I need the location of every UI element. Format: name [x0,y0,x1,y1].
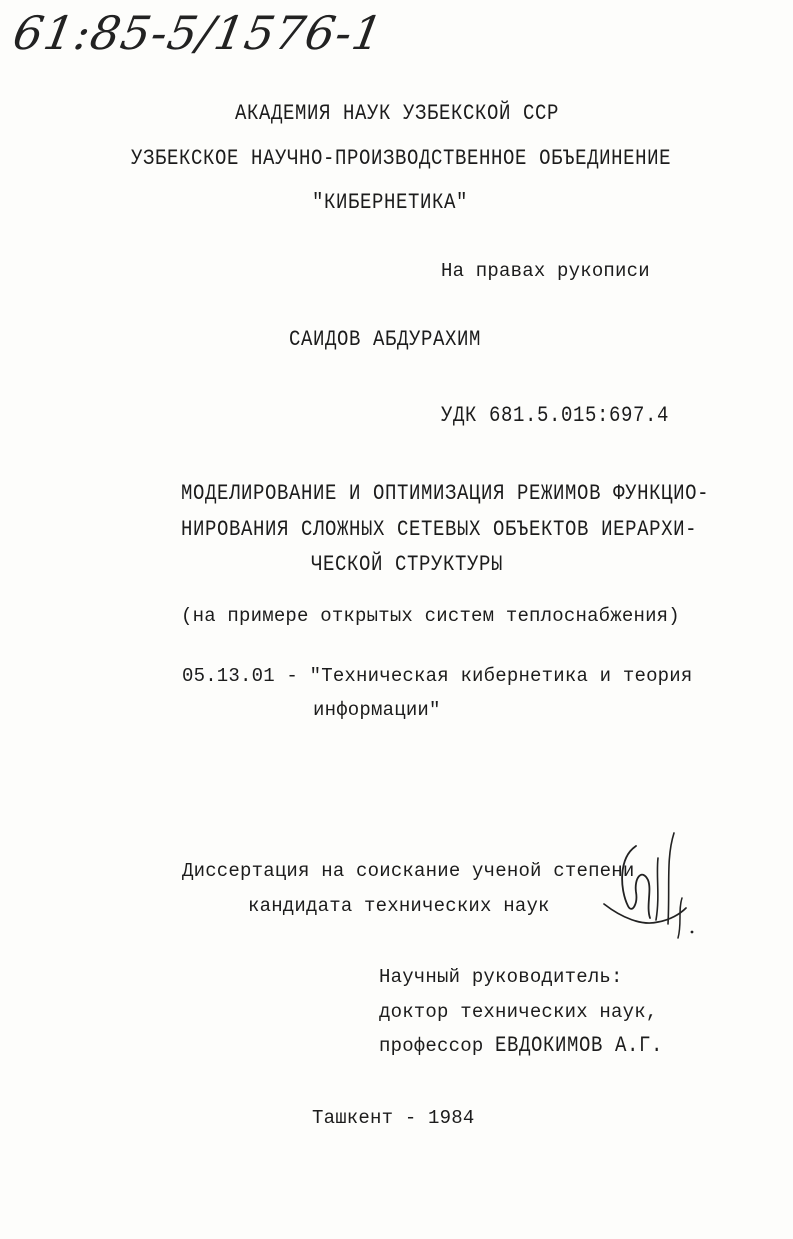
title-line-3: ЧЕСКОЙ СТРУКТУРЫ [311,551,504,577]
specialty-line-2: информации" [313,699,441,721]
dissertation-line-1: Диссертация на соискание ученой степени [182,860,635,882]
archive-number-handwritten: 61:85-5/1576-1 [9,6,388,60]
udc-code: УДК 681.5.015:697.4 [441,402,670,428]
organization-name: "КИБЕРНЕТИКА" [312,189,469,215]
dissertation-line-2: кандидата технических наук [248,895,550,917]
manuscript-rights: На правах рукописи [441,260,650,282]
title-line-2: НИРОВАНИЯ СЛОЖНЫХ СЕТЕВЫХ ОБЪЕКТОВ ИЕРАРХИ- [181,516,698,542]
subtitle: (на примере открытых систем теплоснабжения) [181,605,680,627]
specialty-line-1: 05.13.01 - "Техническая кибернетика и теория [182,665,693,687]
supervisor-label: Научный руководитель: [379,966,623,988]
handwritten-signature [598,828,698,943]
academy-heading: АКАДЕМИЯ НАУК УЗБЕКСКОЙ ССР [235,100,560,126]
author-name: САИДОВ АБДУРАХИМ [289,326,482,352]
association-heading: УЗБЕКСКОЕ НАУЧНО-ПРОИЗВОДСТВЕННОЕ ОБЪЕДИНЕНИЕ [131,145,672,171]
title-line-1: МОДЕЛИРОВАНИЕ И ОПТИМИЗАЦИЯ РЕЖИМОВ ФУНКЦИО- [181,480,710,506]
supervisor-degree: доктор технических наук, [379,1001,658,1023]
city-year: Ташкент - 1984 [312,1107,475,1129]
supervisor-name: ЕВДОКИМОВ А.Г. [495,1032,664,1058]
supervisor-title: профессор [379,1035,484,1057]
